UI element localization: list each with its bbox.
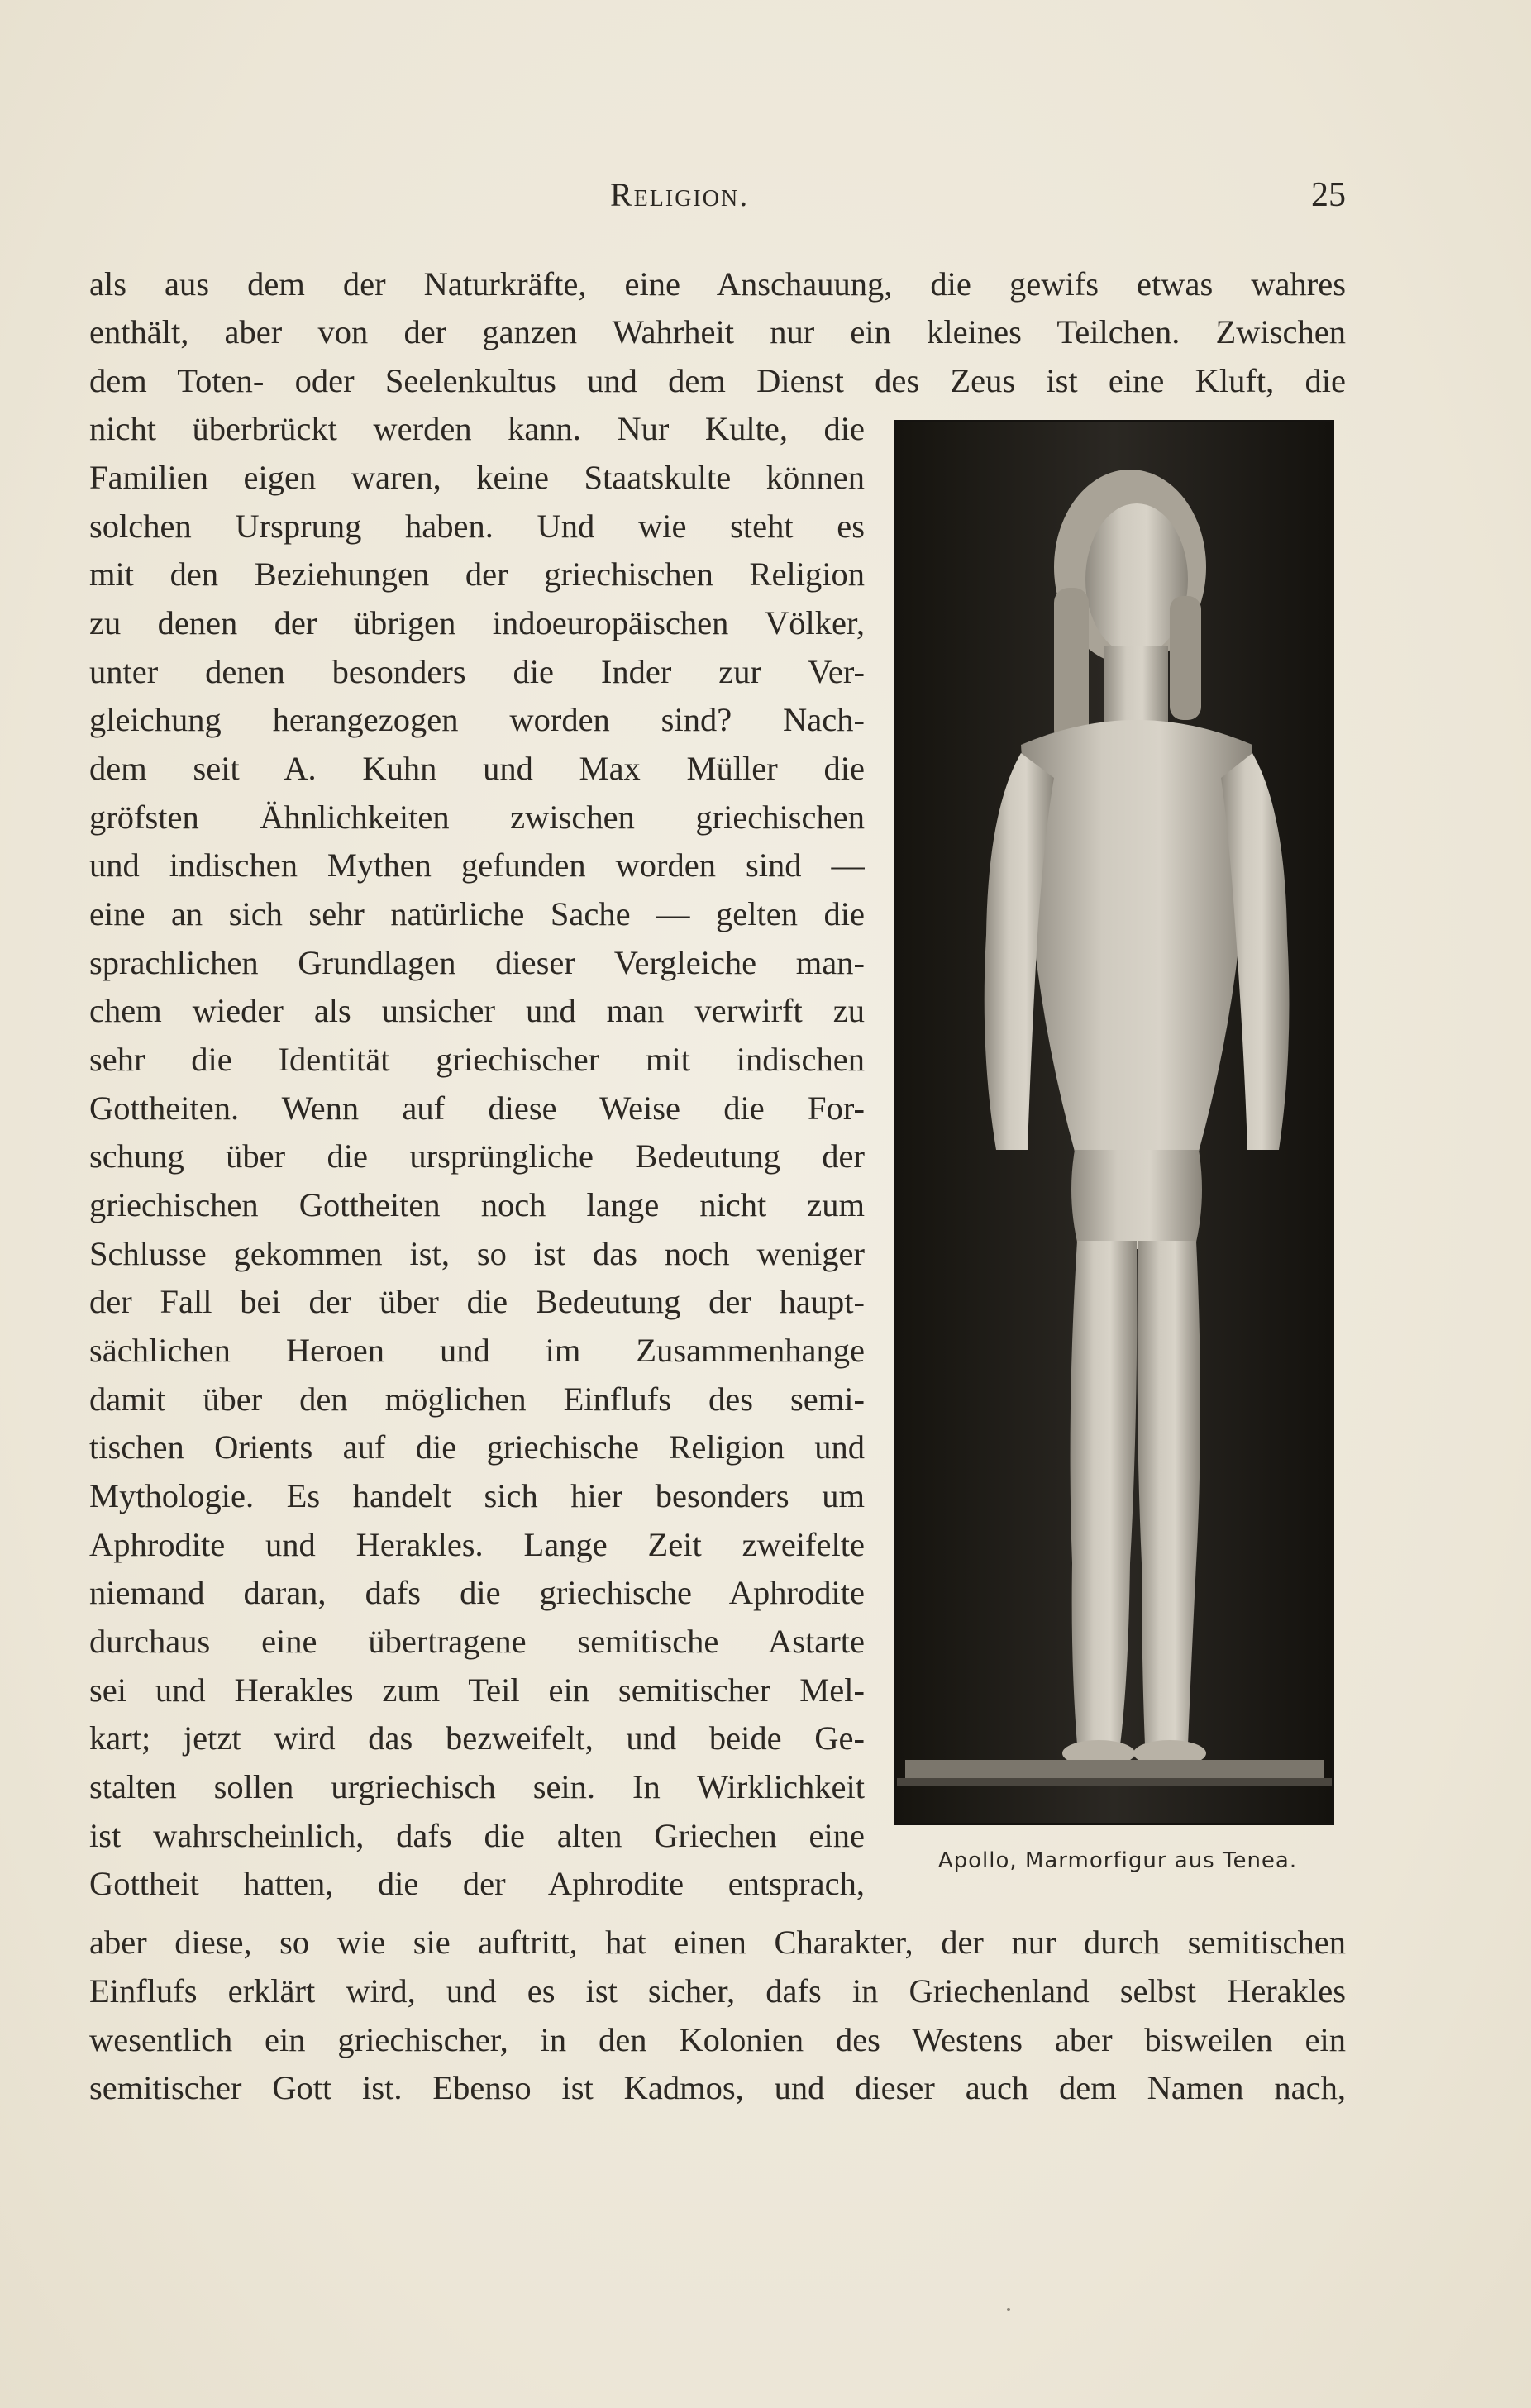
figure-caption: Apollo, Marmorfigur aus Tenea.: [937, 1848, 1298, 1873]
text-line: dem seit A. Kuhn und Max Müller die: [89, 750, 865, 787]
text-line: sächlichen Heroen und im Zusammenhange: [89, 1332, 865, 1369]
text-line: zu denen der übrigen indoeuropäischen Völker,: [89, 604, 865, 641]
text-line: enthält, aber von der ganzen Wahrheit nur ein kleines Teilchen. Zwischen: [89, 313, 1346, 350]
text-line: sprachlichen Grundlagen dieser Vergleiche man-: [89, 944, 865, 981]
text-line: solchen Ursprung haben. Und wie steht es: [89, 508, 865, 545]
statue-photograph: [894, 420, 1334, 1825]
text-line: durchaus eine übertragene semitische Astarte: [89, 1623, 865, 1660]
text-line: griechischen Gottheiten noch lange nicht zum: [89, 1186, 865, 1223]
text-line: kart; jetzt wird das bezweifelt, und beide Ge-: [89, 1719, 865, 1757]
text-line: aber diese, so wie sie auftritt, hat einen Charakter, der nur durch semitischen: [89, 1924, 1346, 1961]
text-line: gröfsten Ähnlichkeiten zwischen griechischen: [89, 799, 865, 836]
text-line: mit den Beziehungen der griechischen Religion: [89, 556, 865, 593]
text-line: schung über die ursprüngliche Bedeutung der: [89, 1137, 865, 1175]
text-line: sehr die Identität griechischer mit indischen: [89, 1041, 865, 1078]
text-line: der Fall bei der über die Bedeutung der haupt-: [89, 1283, 865, 1320]
text-line: dem Toten- oder Seelenkultus und dem Dienst des Zeus ist eine Kluft, die: [89, 362, 1346, 399]
text-line: tischen Orients auf die griechische Religion und: [89, 1428, 865, 1466]
text-line: ist wahrscheinlich, dafs die alten Griechen eine: [89, 1817, 865, 1854]
paper-speck: [1007, 2308, 1010, 2311]
text-line: unter denen besonders die Inder zur Ver-: [89, 653, 865, 690]
text-line: wesentlich ein griechischer, in den Kolonien des Westens aber bisweilen ein: [89, 2021, 1346, 2058]
text-line: Gottheiten. Wenn auf diese Weise die For-: [89, 1090, 865, 1127]
text-line: semitischer Gott ist. Ebenso ist Kadmos, und dieser auch dem Namen nach,: [89, 2069, 1346, 2106]
running-head: [89, 175, 1346, 225]
text-line: Familien eigen waren, keine Staatskulte können: [89, 459, 865, 496]
text-line: Einflufs erklärt wird, und es ist sicher, dafs in Griechenland selbst Herakles: [89, 1972, 1346, 2010]
text-line: chem wieder als unsicher und man verwirft zu: [89, 992, 865, 1029]
text-line: damit über den möglichen Einflufs des semi-: [89, 1380, 865, 1418]
running-title: Religion.: [610, 176, 750, 213]
text-line: Mythologie. Es handelt sich hier besonders um: [89, 1477, 865, 1514]
text-line: und indischen Mythen gefunden worden sind —: [89, 846, 865, 884]
text-line: Gottheit hatten, die der Aphrodite entsprach,: [89, 1865, 865, 1902]
text-line: sei und Herakles zum Teil ein semitischer Mel-: [89, 1671, 865, 1709]
text-line: nicht überbrückt werden kann. Nur Kulte, die: [89, 410, 865, 447]
page-number: 25: [1311, 176, 1346, 214]
text-line: als aus dem der Naturkräfte, eine Anschauung, die gewifs etwas wahres: [89, 265, 1346, 303]
text-line: Schlusse gekommen ist, so ist das noch weniger: [89, 1235, 865, 1272]
text-line: niemand daran, dafs die griechische Aphrodite: [89, 1574, 865, 1611]
text-line: Aphrodite und Herakles. Lange Zeit zweifelte: [89, 1526, 865, 1563]
text-line: gleichung herangezogen worden sind? Nach-: [89, 701, 865, 738]
text-line: eine an sich sehr natürliche Sache — gelten die: [89, 895, 865, 932]
text-line: stalten sollen urgriechisch sein. In Wirklichkeit: [89, 1768, 865, 1805]
